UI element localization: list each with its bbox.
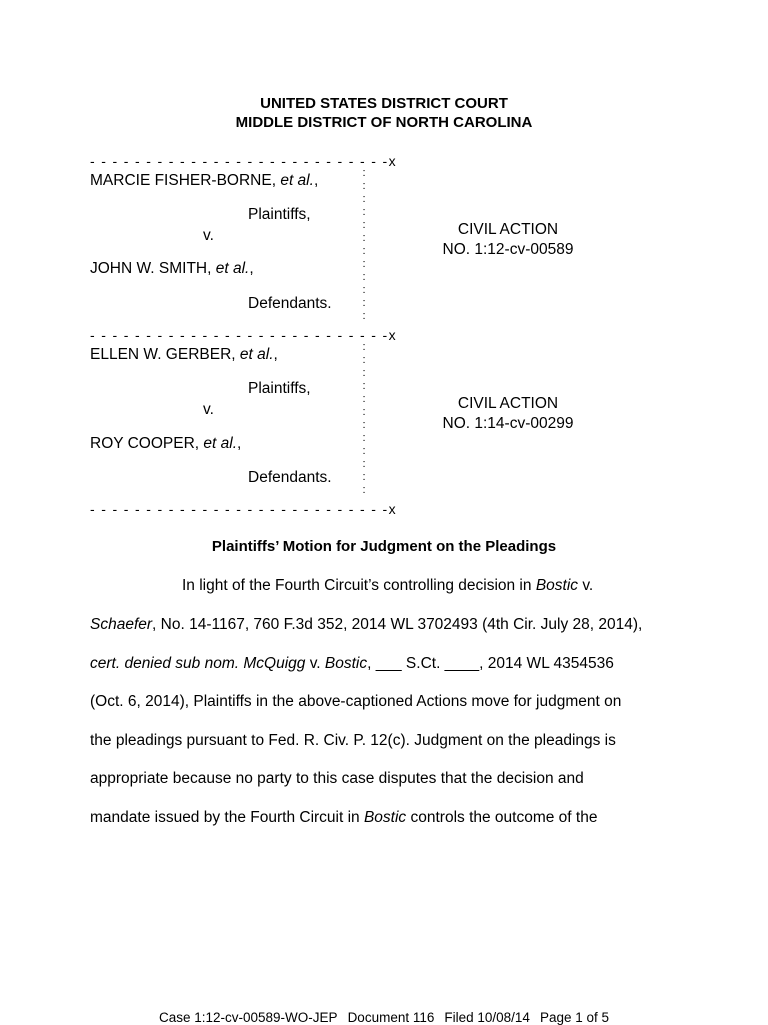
case1-action-number: NO. 1:12-cv-00589 [442,241,574,258]
case2-versus: v. [203,401,214,418]
footer-case: Case 1:12-cv-00589-WO-JEP [158,1010,338,1025]
case1-plaintiff: MARCIE FISHER-BORNE, et al., [90,172,319,189]
case1-plaintiffs-label: Plaintiffs, [248,206,311,223]
body-line: In light of the Fourth Circuit’s controlling decision in Bostic v. [182,577,594,594]
footer-page: Page 1 of 5 [539,1010,609,1025]
caption-separator: - - - - - - - - - - - - - - - - - - - - - - - - - - -x [90,327,397,343]
footer-filed: Filed 10/08/14 [444,1010,530,1025]
body-line: Schaefer, No. 14-1167, 760 F.3d 352, 2014 WL 3702493 (4th Cir. July 28, 2014), [90,616,643,633]
body-line: the pleadings pursuant to Fed. R. Civ. P. 12(c). Judgment on the pleadings is [90,732,616,749]
case2-plaintiff: ELLEN W. GERBER, et al., [90,346,278,363]
case1-civil-action [418,220,598,260]
case2-action-label: CIVIL ACTION [457,395,559,412]
case2-civil-action [418,394,598,434]
body-line: (Oct. 6, 2014), Plaintiffs in the above-captioned Actions move for judgment on [90,693,622,710]
body-line: appropriate because no party to this case disputes that the decision and [90,770,584,787]
body-line: cert. denied sub nom. McQuigg v. Bostic, ___ S.Ct. ____, 2014 WL 4354536 [90,655,614,672]
case1-defendants-label: Defendants. [248,295,332,312]
case1-action-label: CIVIL ACTION [457,221,559,238]
case1-colon-column: : : : : : : : : : : : : [362,167,366,322]
case1-versus: v. [203,227,214,244]
case1-defendant: JOHN W. SMITH, et al., [90,260,254,277]
case2-colon-column: : : : : : : : : : : : : [362,341,366,496]
case2-defendants-label: Defendants. [248,469,332,486]
court-district: MIDDLE DISTRICT OF NORTH CAROLINA [235,114,533,131]
case2-defendant: ROY COOPER, et al., [90,435,242,452]
body-line: mandate issued by the Fourth Circuit in Bostic controls the outcome of the [90,809,598,826]
case2-plaintiffs-label: Plaintiffs, [248,380,311,397]
case2-action-number: NO. 1:14-cv-00299 [442,415,574,432]
motion-title: Plaintiffs’ Motion for Judgment on the Pleadings [211,538,557,555]
caption-separator: - - - - - - - - - - - - - - - - - - - - - - - - - - -x [90,153,397,169]
filing-footer [0,1010,768,1025]
footer-document: Document 116 [347,1010,435,1025]
court-name: UNITED STATES DISTRICT COURT [260,95,508,112]
caption-separator: - - - - - - - - - - - - - - - - - - - - - - - - - - -x [90,501,397,517]
